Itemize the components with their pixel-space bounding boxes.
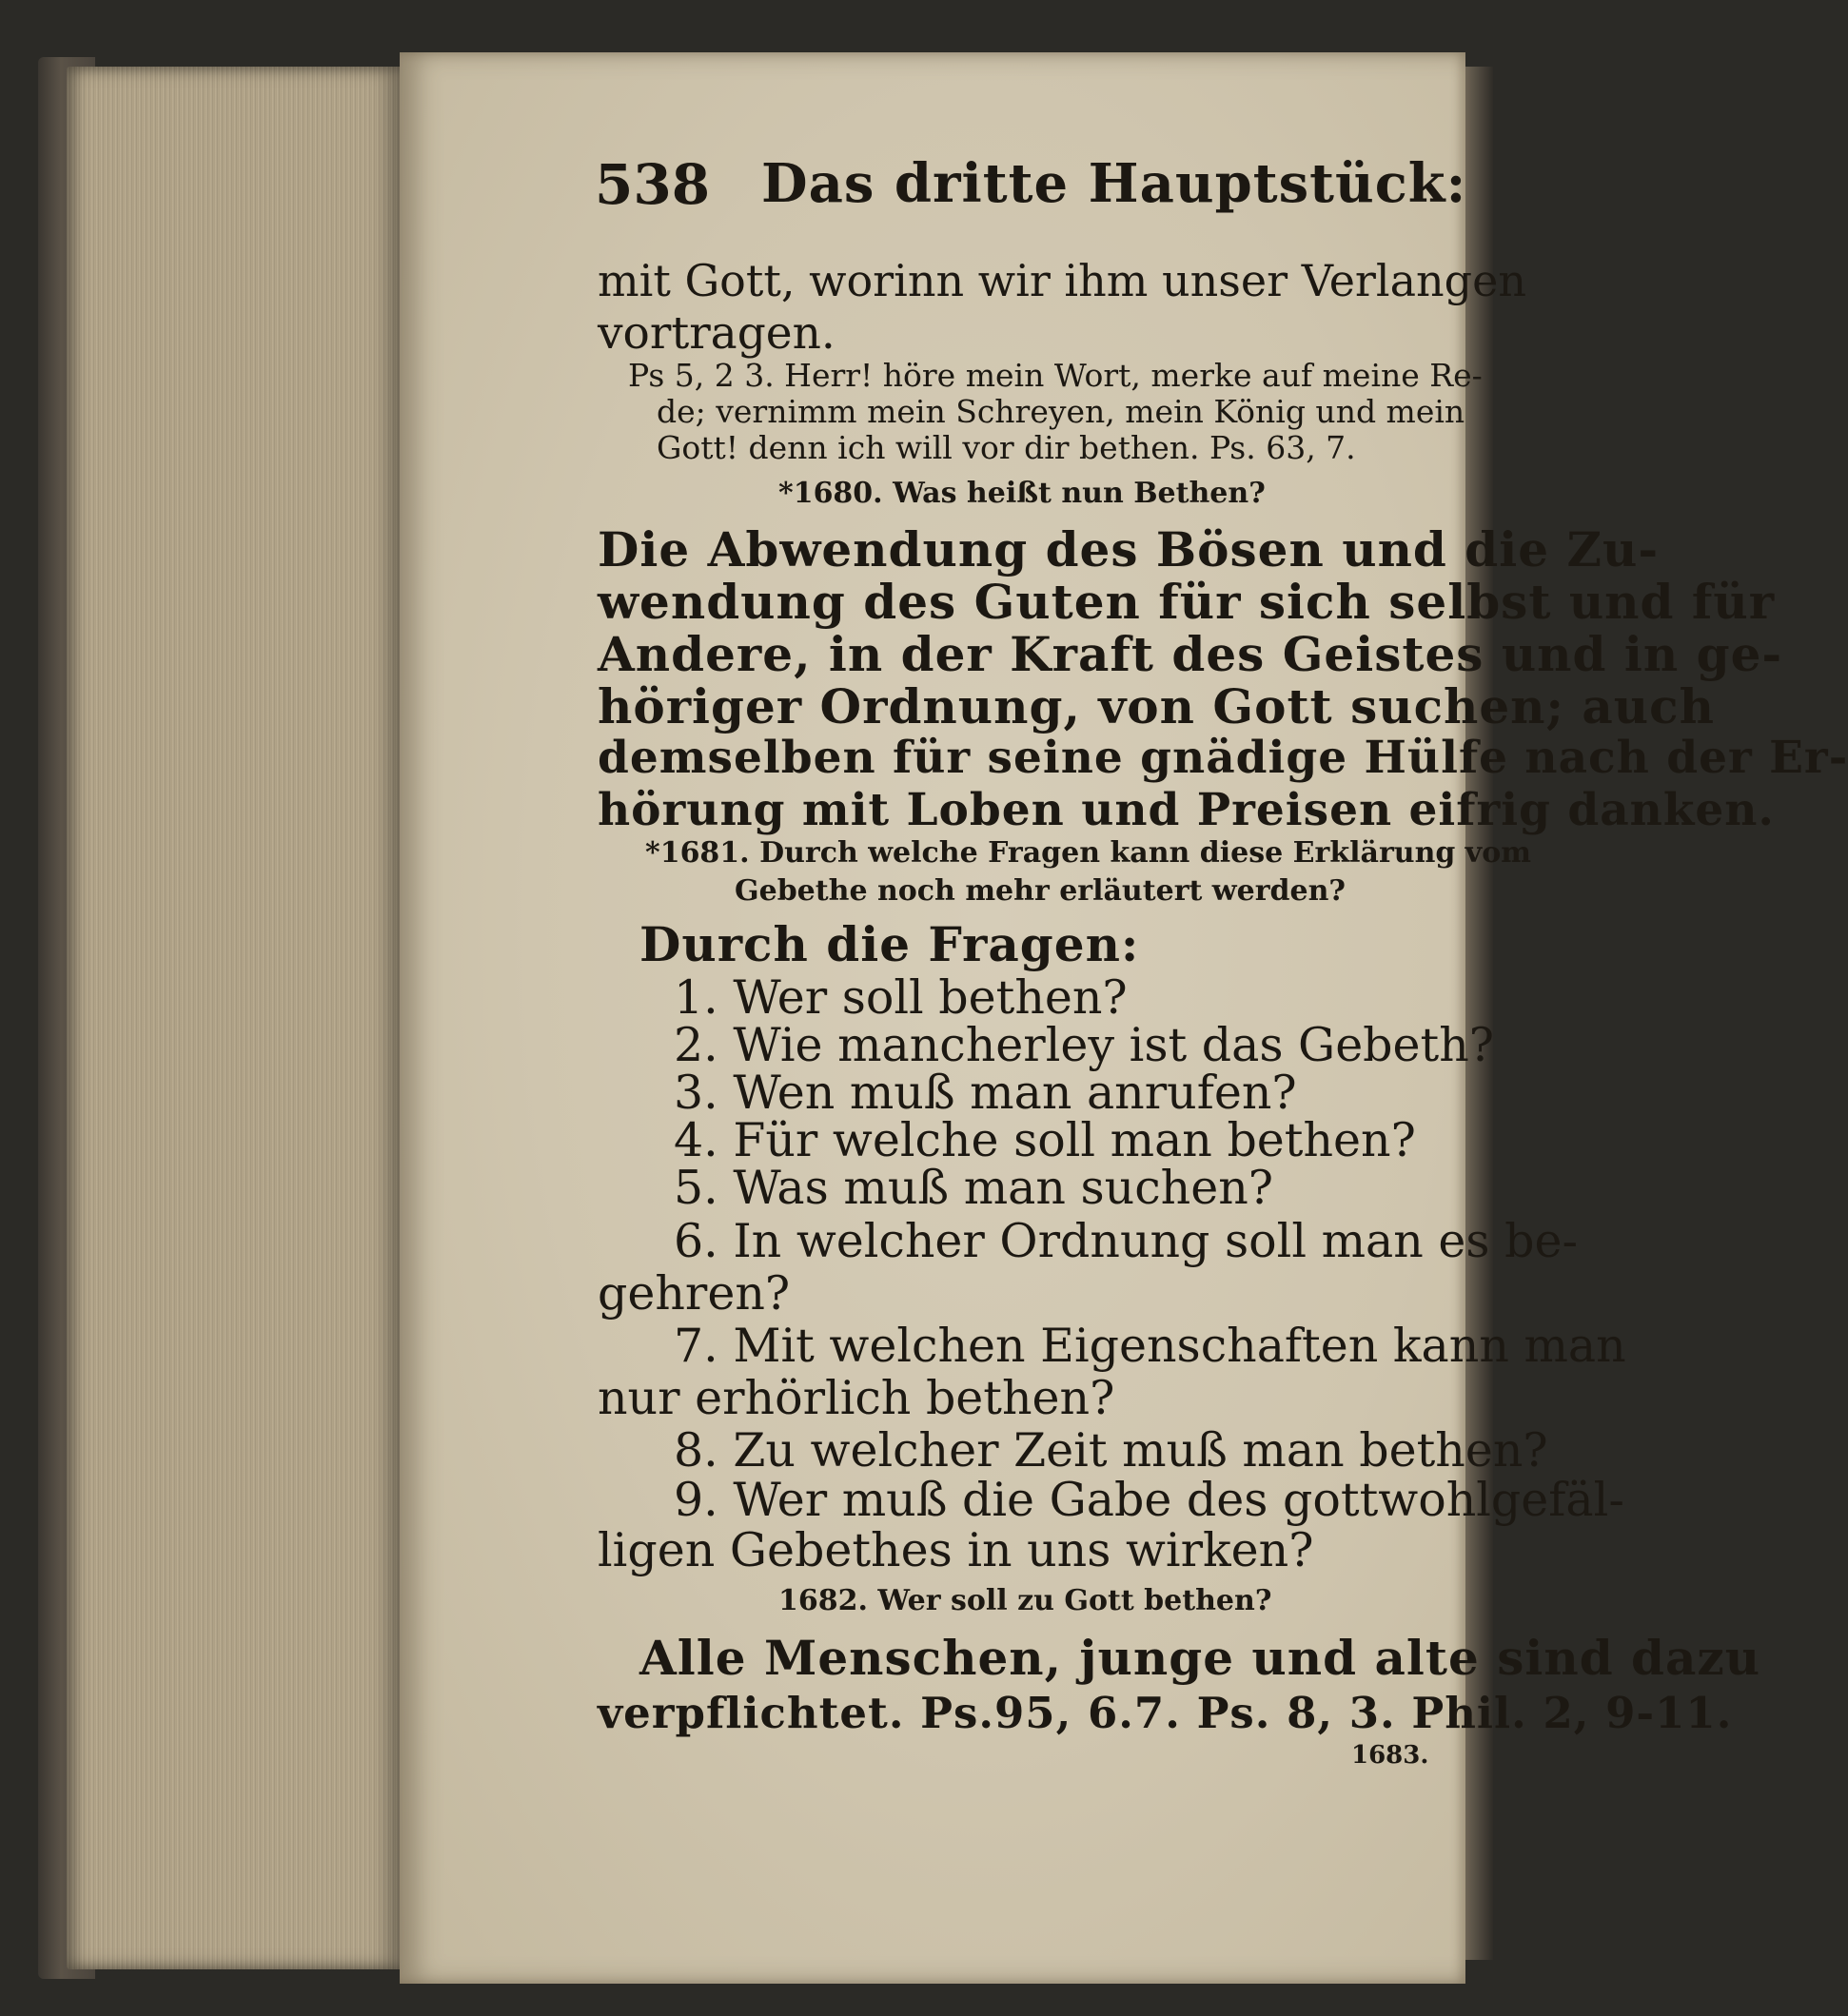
psalm-quote-line-1: Ps 5, 2 3. Herr! höre mein Wort, merke auf meine Re- [628,357,1483,394]
answer-1682-line-1: Alle Menschen, junge und alte sind dazu [639,1630,1761,1686]
list-item: 1. Wer soll bethen? [674,970,1128,1025]
question-1682: 1682. Wer soll zu Gott bethen? [778,1584,1272,1617]
list-item: 6. In welcher Ordnung soll man es be- [674,1214,1579,1268]
answer-1680-line: höriger Ordnung, von Gott suchen; auch [598,678,1715,734]
list-item: 8. Zu welcher Zeit muß man bethen? [674,1423,1548,1478]
intro-line-1: mit Gott, worinn wir ihm unser Verlangen [598,255,1526,306]
list-item-continuation: ligen Gebethes in uns wirken? [598,1523,1314,1577]
answer-1682-line-2: verpflichtet. Ps.95, 6.7. Ps. 8, 3. Phil. 2, 9-11. [598,1688,1733,1738]
list-item: 4. Für welche soll man bethen? [674,1113,1416,1167]
psalm-quote-line-3: Gott! denn ich will vor dir bethen. Ps. 63, 7. [657,429,1356,466]
answer-1680-line: Die Abwendung des Bösen und die Zu- [598,521,1660,577]
catchword: 1683. [1351,1741,1429,1770]
list-item: 5. Was muß man suchen? [674,1161,1274,1215]
list-item: 2. Wie mancherley ist das Gebeth? [674,1018,1495,1072]
answer-1680-line: Andere, in der Kraft des Geistes und in ge- [598,626,1783,682]
question-1681-line-1: *1681. Durch welche Fragen kann diese Erklärung vom [645,836,1531,870]
question-1681-line-2: Gebethe noch mehr erläutert werden? [735,874,1346,908]
question-1680: *1680. Was heißt nun Bethen? [778,477,1266,510]
answer-1681-lead: Durch die Fragen: [639,916,1140,972]
answer-1680-line: demselben für seine gnädige Hülfe nach der Er- [598,732,1848,784]
psalm-quote-line-2: de; vernimm mein Schreyen, mein König und mein [657,393,1465,430]
list-item: 9. Wer muß die Gabe des gottwohlgefäl- [674,1473,1624,1527]
answer-1680-line: wendung des Guten für sich selbst und für [598,574,1776,630]
list-item: 3. Wen muß man anrufen? [674,1066,1297,1120]
page-number: 538 [595,152,711,217]
list-item: 7. Mit welchen Eigenschaften kann man [674,1319,1626,1373]
running-title: Das dritte Hauptstück: [761,152,1467,215]
intro-line-2: vortragen. [598,307,836,360]
list-item-continuation: nur erhörlich bethen? [598,1371,1115,1425]
list-item-continuation: gehren? [598,1266,791,1321]
answer-1680-line: hörung mit Loben und Preisen eifrig danken. [598,784,1775,836]
page-block-edges [67,67,400,1969]
